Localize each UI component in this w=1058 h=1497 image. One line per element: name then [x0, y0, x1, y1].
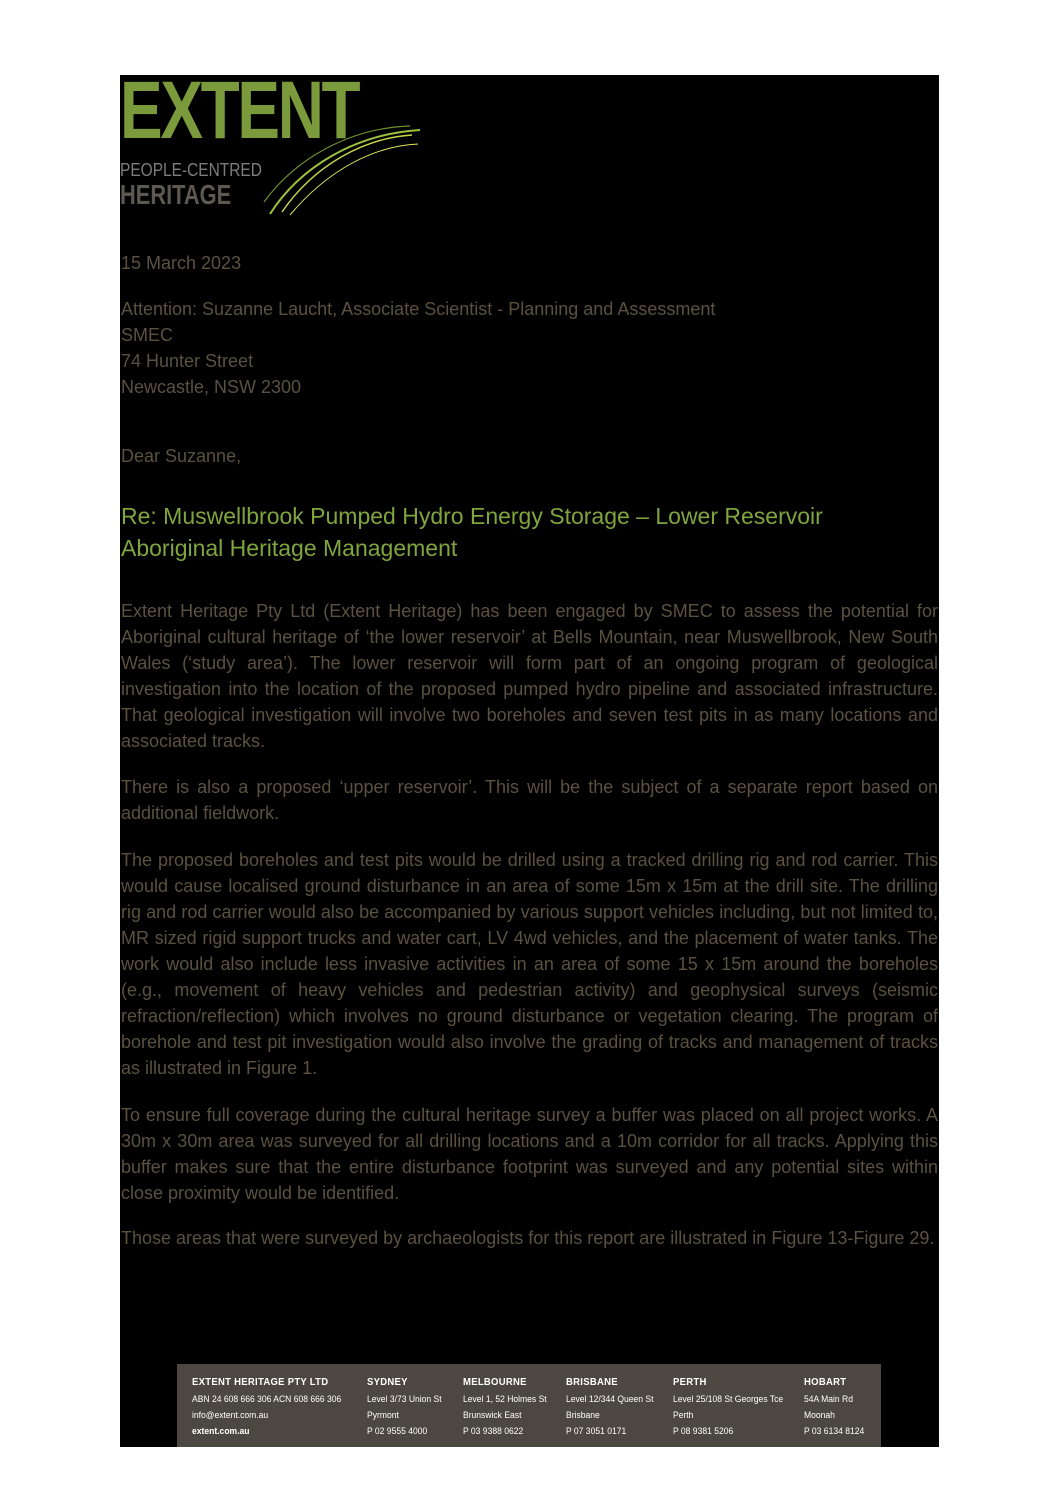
- office-address-line1: Level 3/73 Union St: [367, 1394, 442, 1404]
- office-city: PERTH: [673, 1377, 707, 1388]
- office-address-line2: Brisbane: [566, 1410, 600, 1420]
- office-address-line2: Moonah: [804, 1410, 835, 1420]
- office-address-line2: Brunswick East: [463, 1410, 522, 1420]
- extent-logo-wordmark: EXTENT: [120, 65, 359, 156]
- footer-company-name: EXTENT HERITAGE PTY LTD: [192, 1377, 329, 1388]
- office-phone: P 08 9381 5206: [673, 1426, 734, 1436]
- body-paragraph-1: Extent Heritage Pty Ltd (Extent Heritage) has been engaged by SMEC to assess the potential for Aboriginal cultural heritage of ‘the lower reservoir’ at Bells Mountain, near Muswellbrook, New South Wales (‘study area’). The lower reservoir will form part of an ongoing program of geological investigation into the location of the proposed pumped hydro pipeline and associated infrastructure. That geological investigation will involve two boreholes and seven test pits in as many locations and associated tracks.: [121, 601, 938, 751]
- footer-office-sydney: [367, 1375, 442, 1439]
- body-paragraph-3: The proposed boreholes and test pits would be drilled using a tracked drilling rig and rod carrier. This would cause localised ground disturbance in an area of some 15m x 15m at the drill site. The drilling rig and rod carrier would also be accompanied by various support vehicles including, but not limited to, MR sized rigid support trucks and water cart, LV 4wd vehicles, and the placement of water tanks. The work would also include less invasive activities in an area of some 15 x 15m around the boreholes (e.g., movement of heavy vehicles and pedestrian activity) and geophysical surveys (seismic refraction/reflection) which involves no ground disturbance or vegetation clearing. The program of borehole and test pit investigation would also involve the grading of tracks and management of tracks as illustrated in Figure 1.: [121, 850, 938, 1078]
- office-city: HOBART: [804, 1377, 847, 1388]
- body-paragraph-4: To ensure full coverage during the cultural heritage survey a buffer was placed on all project works. A 30m x 30m area was surveyed for all drilling locations and a 10m corridor for all tracks. Applying this buffer makes sure that the entire disturbance footprint was surveyed and any potential sites within close proximity would be identified.: [121, 1105, 938, 1203]
- office-address-line1: Level 12/344 Queen St: [566, 1394, 654, 1404]
- office-city: MELBOURNE: [463, 1377, 527, 1388]
- office-phone: P 07 3051 0171: [566, 1426, 627, 1436]
- subject-line1: Re: Muswellbrook Pumped Hydro Energy Storage – Lower Reservoir: [121, 503, 823, 529]
- subject-line2: Aboriginal Heritage Management: [121, 535, 458, 561]
- office-address-line2: Perth: [673, 1410, 694, 1420]
- logo-swoosh-icon: [260, 122, 425, 217]
- logo-tagline-line2: HERITAGE: [120, 179, 232, 210]
- address-company: SMEC: [121, 325, 174, 345]
- recipient-address: [121, 296, 938, 400]
- address-street: 74 Hunter Street: [121, 351, 254, 371]
- letter-date: 15 March 2023: [121, 253, 242, 273]
- letter-greeting: Dear Suzanne,: [121, 446, 242, 466]
- office-phone: P 02 9555 4000: [367, 1426, 428, 1436]
- address-city: Newcastle, NSW 2300: [121, 377, 302, 397]
- footer-email-link[interactable]: info@extent.com.au: [192, 1410, 269, 1420]
- footer-office-brisbane: [566, 1375, 653, 1439]
- office-address-line2: Pyrmont: [367, 1410, 399, 1420]
- letter-subject: [121, 500, 938, 564]
- footer-company-block: [192, 1375, 341, 1439]
- footer-abn: ABN 24 608 666 306 ACN 608 666 306: [192, 1394, 342, 1404]
- office-city: BRISBANE: [566, 1377, 618, 1388]
- office-phone: P 03 9388 0622: [463, 1426, 524, 1436]
- footer-office-melbourne: [463, 1375, 547, 1439]
- body-paragraph-2: There is also a proposed ‘upper reservoir’. This will be the subject of a separate report based on additional fieldwork.: [121, 777, 938, 823]
- office-phone: P 03 6134 8124: [804, 1426, 865, 1436]
- office-address-line1: Level 1, 52 Holmes St: [463, 1394, 547, 1404]
- office-address-line1: 54A Main Rd: [804, 1394, 853, 1404]
- body-paragraph-5: Those areas that were surveyed by archaeologists for this report are illustrated in Figure 13-Figure 29.: [121, 1228, 935, 1248]
- letterhead-footer: [177, 1364, 881, 1447]
- footer-website-link[interactable]: extent.com.au: [192, 1426, 250, 1436]
- address-attention: Attention: Suzanne Laucht, Associate Scientist - Planning and Assessment: [121, 299, 716, 319]
- office-address-line1: Level 25/108 St Georges Tce: [673, 1394, 784, 1404]
- footer-office-perth: [673, 1375, 783, 1439]
- footer-office-hobart: [804, 1375, 864, 1439]
- office-city: SYDNEY: [367, 1377, 408, 1388]
- logo-tagline-line1: PEOPLE-CENTRED: [120, 160, 262, 180]
